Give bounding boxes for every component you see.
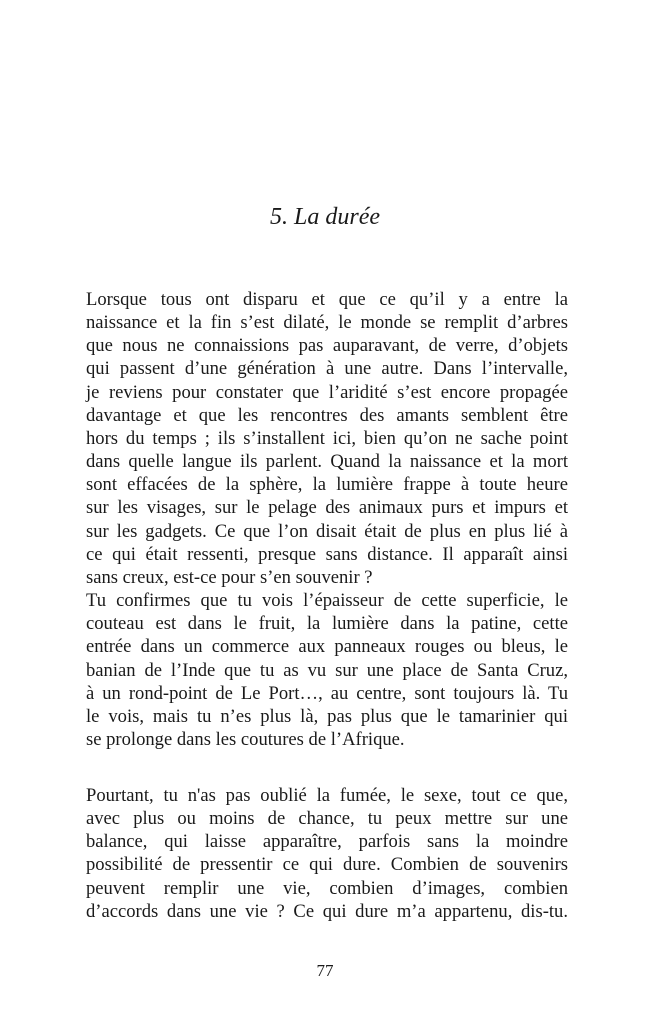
text-line: possibilité de pressentir ce qui dure. Combien de souvenirs — [86, 854, 568, 876]
main-text-upper — [86, 288, 568, 751]
text-line: sur les visages, sur le pelage des animaux purs et impurs et — [86, 497, 568, 519]
text-line: à un rond-point de Le Port…, au centre, sont toujours là. Tu — [86, 682, 568, 704]
text-line: Tu confirmes que tu vois l’épaisseur de cette superficie, le — [86, 590, 568, 612]
text-line: hors du temps ; ils s’installent ici, bien qu’on ne sache point — [86, 427, 568, 449]
page-number: 77 — [316, 961, 334, 980]
text-line: ce qui était ressenti, presque sans distance. Il apparaît ainsi — [86, 543, 568, 565]
text-line: naissance et la fin s’est dilaté, le monde se remplit d’arbres — [86, 312, 568, 334]
text-line: que nous ne connaissions pas auparavant, de verre, d’objets — [86, 335, 568, 357]
text-line: balance, qui laisse apparaître, parfois sans la moindre — [86, 831, 568, 853]
text-line: dans quelle langue ils parlent. Quand la naissance et la mort — [86, 451, 568, 473]
text-line: qui passent d’une génération à une autre. Dans l’intervalle, — [86, 358, 568, 380]
text-line: le vois, mais tu n’es plus là, pas plus que le tamarinier qui — [86, 705, 568, 727]
text-line: entrée dans un commerce aux panneaux rouges ou bleus, le — [86, 636, 568, 658]
text-line: sont effacées de la sphère, la lumière frappe à toute heure — [86, 474, 568, 496]
text-line: avec plus ou moins de chance, tu peux mettre sur une — [86, 808, 568, 830]
text-line: peuvent remplir une vie, combien d’images, combien — [86, 877, 568, 899]
text-line: Lorsque tous ont disparu et que ce qu’il y a entre la — [86, 289, 568, 310]
text-line: je reviens pour constater que l’aridité s’est encore propagée — [86, 381, 568, 403]
paragraph-1 — [86, 288, 568, 589]
text-line: sur les gadgets. Ce que l’on disait était de plus en plus lié à — [86, 520, 568, 542]
paragraph-2 — [86, 589, 568, 751]
text-line: d’accords dans une vie ? Ce qui dure m’a appartenu, dis-tu. — [86, 900, 568, 922]
text-line: Pourtant, tu n'as pas oublié la fumée, le sexe, tout ce que, — [86, 785, 568, 806]
text-line: sans creux, est-ce pour s’en souvenir ? — [86, 566, 373, 588]
text-line: banian de l’Inde que tu as vu sur une place de Santa Cruz, — [86, 659, 568, 681]
chapter-title: 5. La durée — [270, 204, 380, 230]
text-line: couteau est dans le fruit, la lumière dans la patine, cette — [86, 613, 568, 635]
paragraph-3 — [86, 784, 568, 923]
text-line: se prolonge dans les coutures de l’Afrique. — [86, 728, 405, 750]
text-line: davantage et que les rencontres des amants semblent être — [86, 404, 568, 426]
